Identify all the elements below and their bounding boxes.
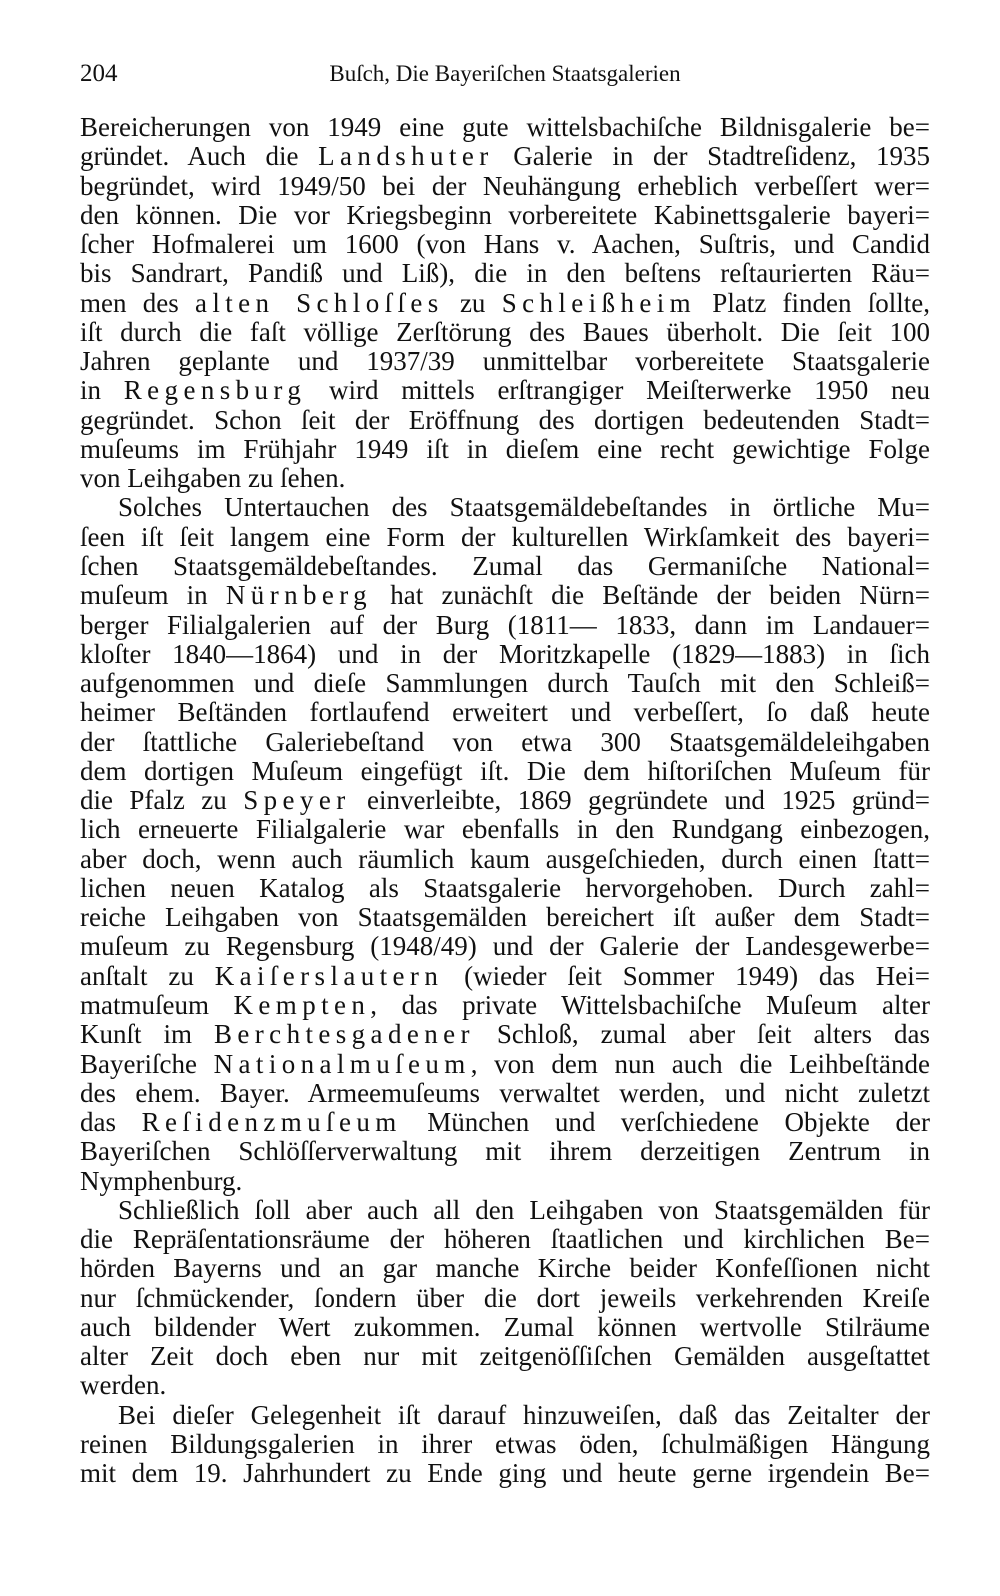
text-run: lichen neuen Katalog als Staatsgalerie hervorgehoben. Durch zahl=	[80, 872, 930, 903]
text-line	[80, 932, 930, 961]
text-run: Schloß, zumal aber ſeit alters das	[474, 1019, 930, 1050]
text-run: die Pfalz zu	[80, 785, 244, 816]
page-number: 204	[80, 60, 118, 87]
text-run: den können. Die vor Kriegsbeginn vorbereitete Kabinettsgalerie bayeri=	[80, 199, 930, 230]
paragraph-continued	[80, 113, 930, 493]
text-line	[80, 1459, 930, 1488]
text-run: München und verſchiedene Objekte der	[401, 1107, 930, 1138]
text-run: ſchen Staatsgemäldebeſtandes. Zumal das Germaniſche National=	[80, 550, 930, 581]
spaced-emphasis: Nürnberg	[225, 580, 373, 611]
text-run: lich erneuerte Filialgalerie war ebenfalls in den Rundgang einbezogen,	[80, 814, 930, 845]
spaced-emphasis: Schleißheim	[501, 287, 697, 318]
text-run: Schließlich ſoll aber auch all den Leihgaben von Staatsgemälden für	[118, 1194, 930, 1225]
text-line	[80, 786, 930, 815]
text-run: Bayeriſche	[80, 1048, 214, 1079]
text-line	[80, 903, 930, 932]
text-line	[80, 1284, 930, 1313]
text-line	[80, 1079, 930, 1108]
text-run: des ehem. Bayer. Armeemuſeums verwaltet werden, und nicht zuletzt	[80, 1077, 930, 1108]
spaced-emphasis: alten Schloſſes	[194, 287, 444, 318]
text-run: ſeen iſt ſeit langem eine Form der kulturellen Wirkſamkeit des bayeri=	[80, 521, 930, 552]
text-line	[80, 1196, 930, 1225]
text-run: Solches Untertauchen des Staatsgemäldebeſtandes in örtliche Mu=	[118, 492, 930, 523]
text-line	[80, 1225, 930, 1254]
text-run: matmuſeum	[80, 989, 234, 1020]
text-line	[80, 142, 930, 171]
text-line	[80, 406, 930, 435]
text-run: hat zunächſt die Beſtände der beiden Nürn=	[372, 580, 930, 611]
text-line	[80, 1401, 930, 1430]
text-run: aufgenommen und dieſe Sammlungen durch Tauſch mit den Schleiß=	[80, 668, 930, 699]
text-run: berger Filialgalerien auf der Burg (1811— 1833, dann im Landauer=	[80, 609, 930, 640]
text-line	[80, 757, 930, 786]
text-line	[80, 874, 930, 903]
paragraph-continues-next-page	[80, 1401, 930, 1489]
text-run: muſeums im Frühjahr 1949 iſt in dieſem eine recht gewichtige Folge	[80, 433, 930, 464]
text-line	[80, 523, 930, 552]
text-run: , das private Wittelsbachiſche Muſeum alter	[370, 989, 930, 1020]
text-line	[80, 113, 930, 142]
text-run: muſeum zu Regensburg (1948/49) und der Galerie der Landesgewerbe=	[80, 931, 930, 962]
text-line	[80, 815, 930, 844]
text-line	[80, 698, 930, 727]
spaced-emphasis: Nationalmuſeum	[213, 1048, 471, 1079]
text-line	[80, 201, 930, 230]
text-run: bis Sandrart, Pandiß und Liß), die in den beſtens reſtaurierten Räu=	[80, 258, 930, 289]
text-run: begründet, wird 1949/50 bei der Neuhängung erheblich verbeſſert wer=	[80, 170, 930, 201]
text-run: Kunſt im	[80, 1019, 214, 1050]
text-run: muſeum in	[80, 580, 226, 611]
text-run: auch bildender Wert zukommen. Zumal können wertvolle Stilräume	[80, 1311, 930, 1342]
text-run: werden.	[80, 1370, 167, 1401]
text-run: alter Zeit doch eben nur mit zeitgenöſſiſchen Gemälden ausgeſtattet	[80, 1341, 930, 1372]
text-run: mit dem 19. Jahrhundert zu Ende ging und heute gerne irgendein Be=	[80, 1458, 930, 1489]
text-run: nur ſchmückender, ſondern über die dort jeweils verkehrenden Kreiſe	[80, 1282, 930, 1313]
text-line	[80, 1050, 930, 1079]
text-line	[80, 669, 930, 698]
text-run: Platz finden ſollte,	[696, 287, 931, 318]
text-line	[80, 289, 930, 318]
text-run: reiche Leihgaben von Staatsgemälden bereichert iſt außer dem Stadt=	[80, 902, 930, 933]
text-run: men des	[80, 287, 195, 318]
text-line	[80, 259, 930, 288]
text-run: die Repräſentationsräume der höheren ſtaatlichen und kirchlichen Be=	[80, 1224, 930, 1255]
text-run: iſt durch die faſt völlige Zerſtörung des Baues überholt. Die ſeit 100	[80, 316, 930, 347]
text-line	[80, 347, 930, 376]
text-run: Jahren geplante und 1937/39 unmittelbar vorbereitete Staatsgalerie	[80, 346, 930, 377]
text-run: Nymphenburg.	[80, 1165, 243, 1196]
text-line	[80, 552, 930, 581]
text-run: einverleibte, 1869 gegründete und 1925 gründ=	[350, 785, 930, 816]
text-line	[80, 728, 930, 757]
text-line	[80, 581, 930, 610]
text-line	[80, 1430, 930, 1459]
text-run: Bei dieſer Gelegenheit iſt darauf hinzuweiſen, daß das Zeitalter der	[118, 1399, 930, 1430]
spaced-emphasis: Kempten	[233, 989, 371, 1020]
text-run: gründet. Auch die	[80, 141, 319, 172]
text-run: von Leihgaben zu ſehen.	[80, 463, 346, 494]
text-line	[80, 376, 930, 405]
text-line	[80, 991, 930, 1020]
text-run: der ſtattliche Galeriebeſtand von etwa 300 Staatsgemäldeleihgaben	[80, 726, 930, 757]
body-text	[80, 113, 930, 1488]
text-run: (wieder ſeit Sommer 1949) das Hei=	[443, 960, 930, 991]
spaced-emphasis: Speyer	[243, 785, 351, 816]
paragraph	[80, 1196, 930, 1401]
spaced-emphasis: Kaiſerslautern	[214, 960, 444, 991]
text-run: kloſter 1840—1864) und in der Moritzkapelle (1829—1883) in ſich	[80, 638, 930, 669]
text-line	[80, 845, 930, 874]
text-run: hörden Bayerns und an gar manche Kirche beider Konfeſſionen nicht	[80, 1253, 930, 1284]
text-line	[80, 493, 930, 522]
text-run: gegründet. Schon ſeit der Eröffnung des dortigen bedeutenden Stadt=	[80, 404, 930, 435]
text-line	[80, 611, 930, 640]
text-line	[80, 962, 930, 991]
running-head	[80, 58, 930, 90]
text-line	[80, 1254, 930, 1283]
running-title: Buſch, Die Bayeriſchen Staatsgalerien	[329, 61, 681, 86]
text-run: reinen Bildungsgalerien in ihrer etwas öden, ſchulmäßigen Hängung	[80, 1428, 930, 1459]
text-run: das	[80, 1107, 142, 1138]
text-run: Bayeriſchen Schlöſſerverwaltung mit ihrem derzeitigen Zentrum in	[80, 1136, 930, 1167]
spaced-emphasis: Berchtesgadener	[214, 1019, 475, 1050]
text-line	[80, 1137, 930, 1166]
text-line	[80, 464, 930, 493]
text-run: Galerie in der Stadtreſidenz, 1935	[493, 141, 930, 172]
spaced-emphasis: Reſidenzmuſeum	[141, 1107, 402, 1138]
text-line	[80, 1371, 930, 1400]
text-line	[80, 1167, 930, 1196]
text-run: anſtalt zu	[80, 960, 215, 991]
text-line	[80, 230, 930, 259]
text-run: ſcher Hofmalerei um 1600 (von Hans v. Aachen, Suſtris, und Candid	[80, 229, 930, 260]
spaced-emphasis: Regensburg	[123, 375, 307, 406]
text-run: in	[80, 375, 124, 406]
text-run: aber doch, wenn auch räumlich kaum ausgeſchieden, durch einen ſtatt=	[80, 843, 930, 874]
text-run: wird mittels erſtrangiger Meiſterwerke 1950 neu	[306, 375, 930, 406]
text-run: zu	[443, 287, 502, 318]
text-line	[80, 318, 930, 347]
text-line	[80, 1020, 930, 1049]
spaced-emphasis: Landshuter	[318, 141, 494, 172]
text-run: heimer Beſtänden fortlaufend erweitert und verbeſſert, ſo daß heute	[80, 697, 930, 728]
text-run: Bereicherungen von 1949 eine gute wittelsbachiſche Bildnisgalerie be=	[80, 112, 930, 142]
text-line	[80, 640, 930, 669]
text-line	[80, 1313, 930, 1342]
text-line	[80, 1108, 930, 1137]
text-run: , von dem nun auch die Leihbeſtände	[470, 1048, 930, 1079]
paragraph	[80, 493, 930, 1195]
text-line	[80, 172, 930, 201]
text-line	[80, 1342, 930, 1371]
text-line	[80, 435, 930, 464]
text-run: dem dortigen Muſeum eingefügt iſt. Die dem hiſtoriſchen Muſeum für	[80, 755, 930, 786]
